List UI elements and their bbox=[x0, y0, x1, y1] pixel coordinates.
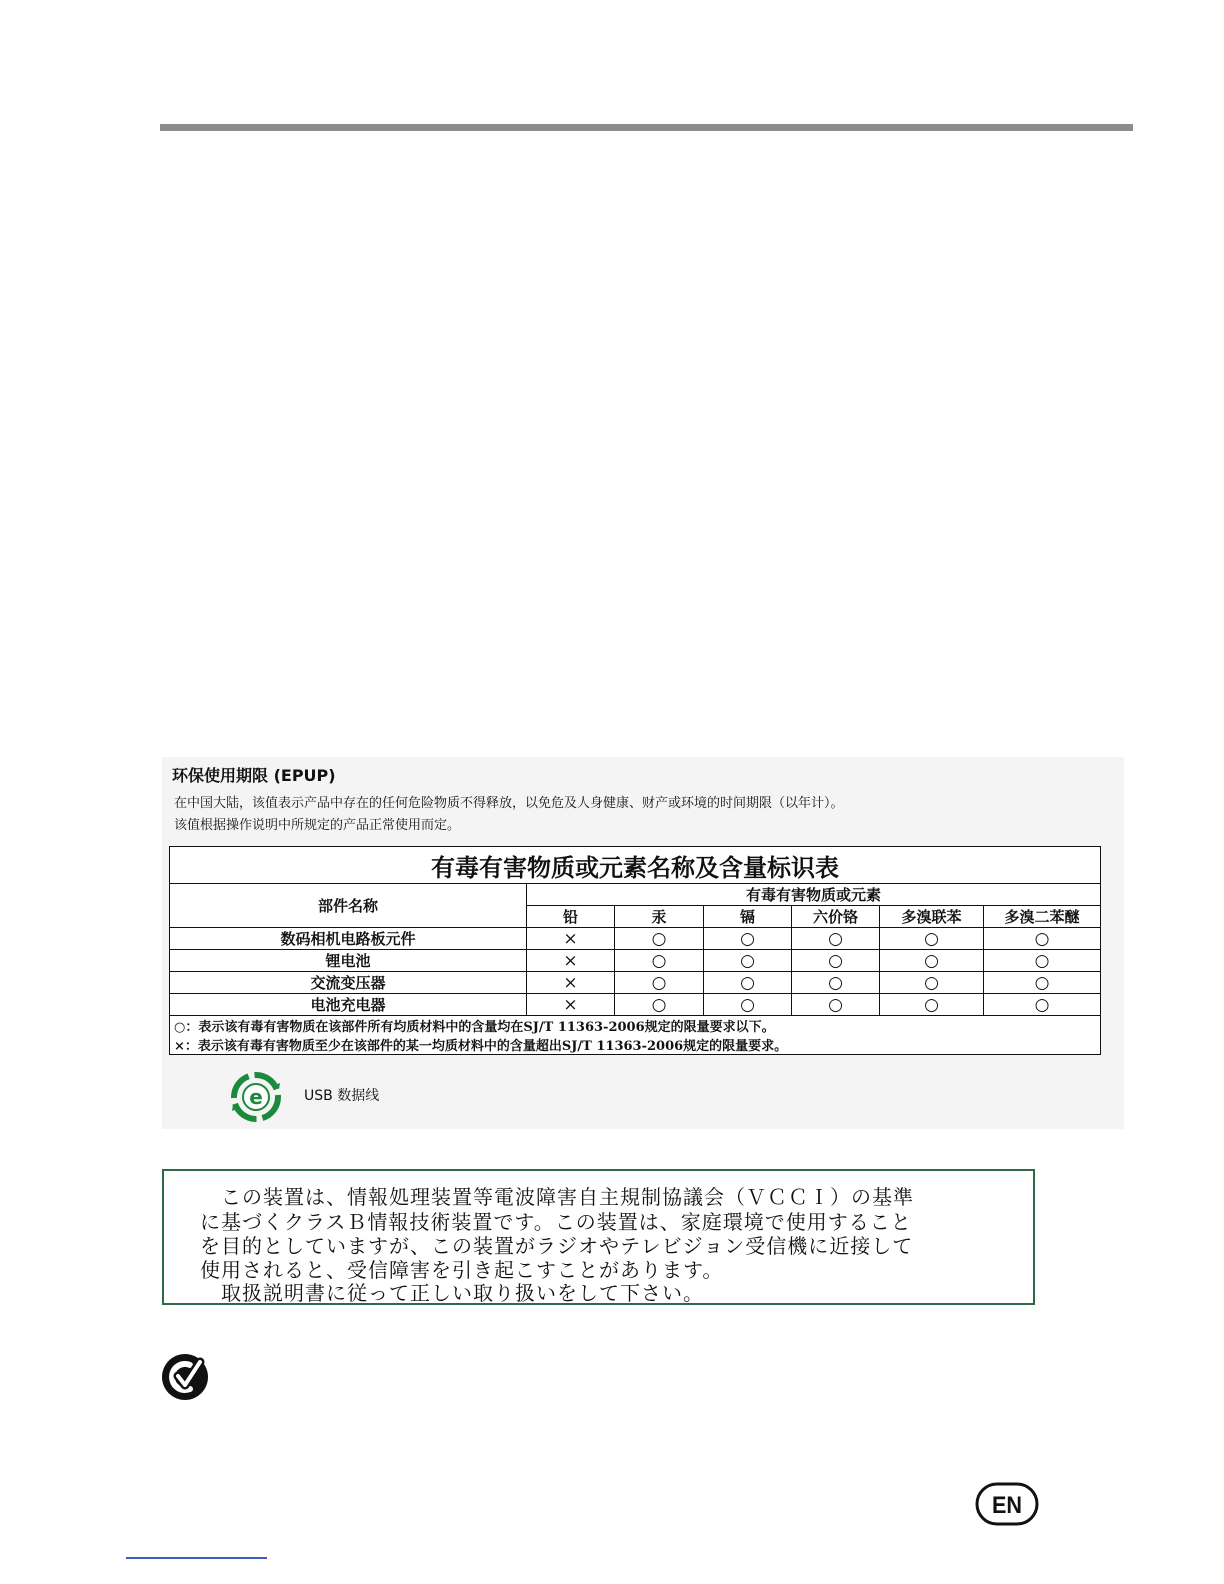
part-name-cell: 数码相机电路板元件 bbox=[170, 928, 527, 950]
part-name-cell: 电池充电器 bbox=[170, 994, 527, 1016]
mark-cell: × bbox=[527, 928, 615, 950]
substance-group-header: 有毒有害物质或元素 bbox=[527, 884, 1101, 906]
language-badge-text: EN bbox=[991, 1490, 1022, 1519]
mark-cell: × bbox=[527, 972, 615, 994]
substance-header: 六价铬 bbox=[792, 906, 880, 928]
vcci-line-2: に基づくクラスＢ情報技術装置です。この装置は、家庭環境で使用すること bbox=[200, 1210, 912, 1234]
substance-header: 汞 bbox=[615, 906, 704, 928]
part-name-cell: 交流变压器 bbox=[170, 972, 527, 994]
mark-cell: ○ bbox=[880, 950, 984, 972]
mark-cell: ○ bbox=[704, 928, 792, 950]
mark-cell: ○ bbox=[984, 972, 1101, 994]
mark-cell: ○ bbox=[984, 994, 1101, 1016]
mark-cell: ○ bbox=[704, 994, 792, 1016]
epup-paragraph-line-1: 在中国大陆，该值表示产品中存在的任何危险物质不得释放，以免危及人身健康、财产或环境的时间期限（以年计）。 bbox=[174, 796, 844, 811]
epup-paragraph-line-2: 该值根据操作说明中所规定的产品正常使用而定。 bbox=[174, 818, 461, 833]
part-name-cell: 锂电池 bbox=[170, 950, 527, 972]
mark-cell: ○ bbox=[792, 950, 880, 972]
mark-cell: ○ bbox=[880, 928, 984, 950]
mark-cell: ○ bbox=[615, 928, 704, 950]
vcci-line-4: 使用されると、受信障害を引き起こすことがあります。 bbox=[200, 1258, 724, 1282]
mark-cell: ○ bbox=[792, 928, 880, 950]
header-rule bbox=[160, 124, 1133, 131]
table-row bbox=[170, 928, 1101, 950]
table-note-cross: ×：表示该有毒有害物质至少在该部件的某一均质材料中的含量超出SJ/T 11363-2006规定的限量要求。 bbox=[170, 1035, 1101, 1055]
substance-header: 镉 bbox=[704, 906, 792, 928]
substance-header: 多溴联苯 bbox=[880, 906, 984, 928]
mark-cell: ○ bbox=[792, 994, 880, 1016]
mark-cell: ○ bbox=[880, 972, 984, 994]
hazardous-substance-table bbox=[169, 846, 1101, 1055]
substance-header: 多溴二苯醚 bbox=[984, 906, 1101, 928]
substance-header: 铅 bbox=[527, 906, 615, 928]
c-tick-mark-icon bbox=[160, 1352, 210, 1402]
mark-cell: ○ bbox=[880, 994, 984, 1016]
table-row bbox=[170, 950, 1101, 972]
part-name-header: 部件名称 bbox=[170, 884, 527, 928]
epup-recycle-e-logo-icon bbox=[230, 1071, 282, 1123]
epup-logo-label: USB 数据线 bbox=[304, 1088, 380, 1104]
mark-cell: ○ bbox=[704, 950, 792, 972]
svg-text:e: e bbox=[249, 1085, 263, 1109]
table-row bbox=[170, 972, 1101, 994]
epup-title: 环保使用期限 (EPUP) bbox=[172, 766, 336, 785]
mark-cell: ○ bbox=[984, 950, 1101, 972]
mark-cell: ○ bbox=[615, 950, 704, 972]
table-note-circle: ○：表示该有毒有害物质在该部件所有均质材料中的含量均在SJ/T 11363-2006规定的限量要求以下。 bbox=[170, 1016, 1101, 1036]
mark-cell: ○ bbox=[984, 928, 1101, 950]
mark-cell: ○ bbox=[615, 994, 704, 1016]
vcci-notice bbox=[162, 1169, 1035, 1305]
vcci-line-1: この装置は、情報処理装置等電波障害自主規制協議会（ＶＣＣＩ）の基準 bbox=[200, 1185, 914, 1209]
mark-cell: ○ bbox=[615, 972, 704, 994]
table-caption: 有毒有害物质或元素名称及含量标识表 bbox=[170, 847, 1101, 884]
table-row bbox=[170, 994, 1101, 1016]
mark-cell: × bbox=[527, 994, 615, 1016]
mark-cell: ○ bbox=[704, 972, 792, 994]
vcci-line-5: 取扱説明書に従って正しい取り扱いをして下さい。 bbox=[200, 1281, 704, 1305]
footer-link-underline[interactable] bbox=[126, 1557, 267, 1559]
vcci-line-3: を目的としていますが、この装置がラジオやテレビジョン受信機に近接して bbox=[200, 1234, 914, 1258]
mark-cell: ○ bbox=[792, 972, 880, 994]
mark-cell: × bbox=[527, 950, 615, 972]
language-badge bbox=[975, 1482, 1039, 1526]
epup-section bbox=[162, 757, 1124, 1129]
